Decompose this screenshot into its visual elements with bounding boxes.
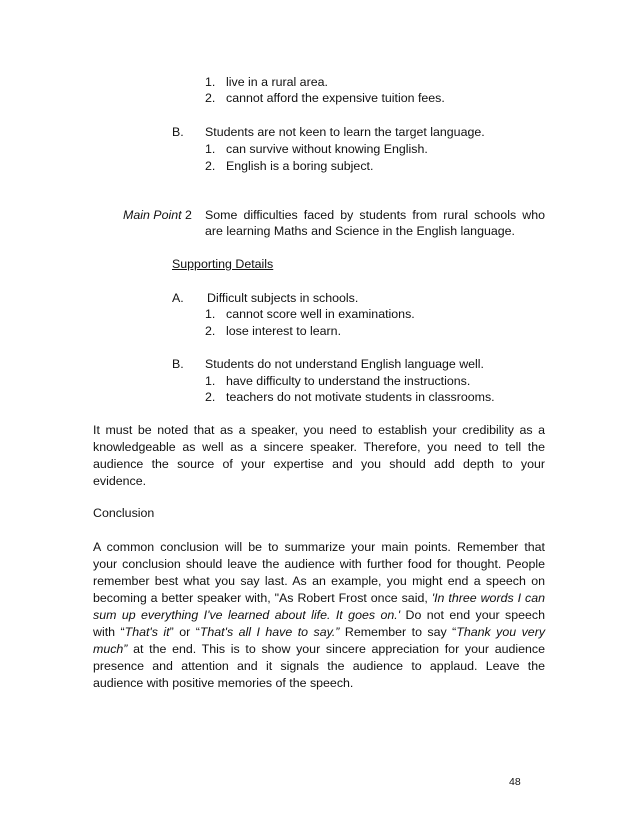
list-item: 1. have difficulty to understand the instructions. (205, 374, 471, 388)
point-letter: B. (172, 125, 184, 139)
paragraph-line: evidence. (93, 474, 147, 488)
paragraph-line: becoming a better speaker with, "As Robert Frost once said, 'In three words I can (93, 591, 545, 605)
main-point-text: Some difficulties faced by students from rural schools who (205, 208, 545, 222)
point-heading: Difficult subjects in schools. (207, 291, 359, 305)
main-point-text: are learning Maths and Science in the English language. (205, 224, 515, 238)
list-item: 1. live in a rural area. (205, 75, 328, 89)
paragraph-line: It must be noted that as a speaker, you need to establish your credibility as a (93, 423, 545, 437)
paragraph-line: much” at the end. This is to show your sincere appreciation for your audience (93, 642, 545, 656)
page-number: 48 (509, 776, 521, 788)
paragraph-line: audience with positive memories of the speech. (93, 676, 354, 690)
paragraph-line: remember best what you say last. As an example, you might end a speech on (93, 574, 545, 588)
section-heading: Supporting Details (172, 257, 274, 271)
list-item: 2. teachers do not motivate students in classrooms. (205, 390, 495, 404)
paragraph-line: your conclusion should leave the audience with further food for thought. People (93, 557, 545, 571)
point-letter: A. (172, 291, 184, 305)
paragraph-line: with “That's it” or “That's all I have to say.” Remember to say “Thank you very (93, 625, 546, 639)
paragraph-line: A common conclusion will be to summarize your main points. Remember that (93, 540, 545, 554)
paragraph-line: presence and attention and it signals the audience to applaud. Leave the (93, 659, 545, 673)
paragraph-line: audience the source of your expertise and you should add depth to your (93, 457, 545, 471)
list-item: 2. lose interest to learn. (205, 324, 342, 338)
point-heading: Students are not keen to learn the target language. (205, 125, 485, 139)
list-item: 1. cannot score well in examinations. (205, 307, 415, 321)
list-item: 2. English is a boring subject. (205, 159, 374, 173)
paragraph-line: sum up everything I've learned about life. It goes on.' Do not end your speech (93, 608, 545, 622)
main-point-label: Main Point 2 (123, 208, 192, 222)
list-item: 2. cannot afford the expensive tuition fees. (205, 91, 445, 105)
list-item: 1. can survive without knowing English. (205, 142, 428, 156)
point-letter: B. (172, 357, 184, 371)
section-heading: Conclusion (93, 506, 155, 520)
paragraph-line: knowledgeable as well as a sincere speaker. Therefore, you need to tell the (93, 440, 545, 454)
point-heading: Students do not understand English language well. (205, 357, 484, 371)
